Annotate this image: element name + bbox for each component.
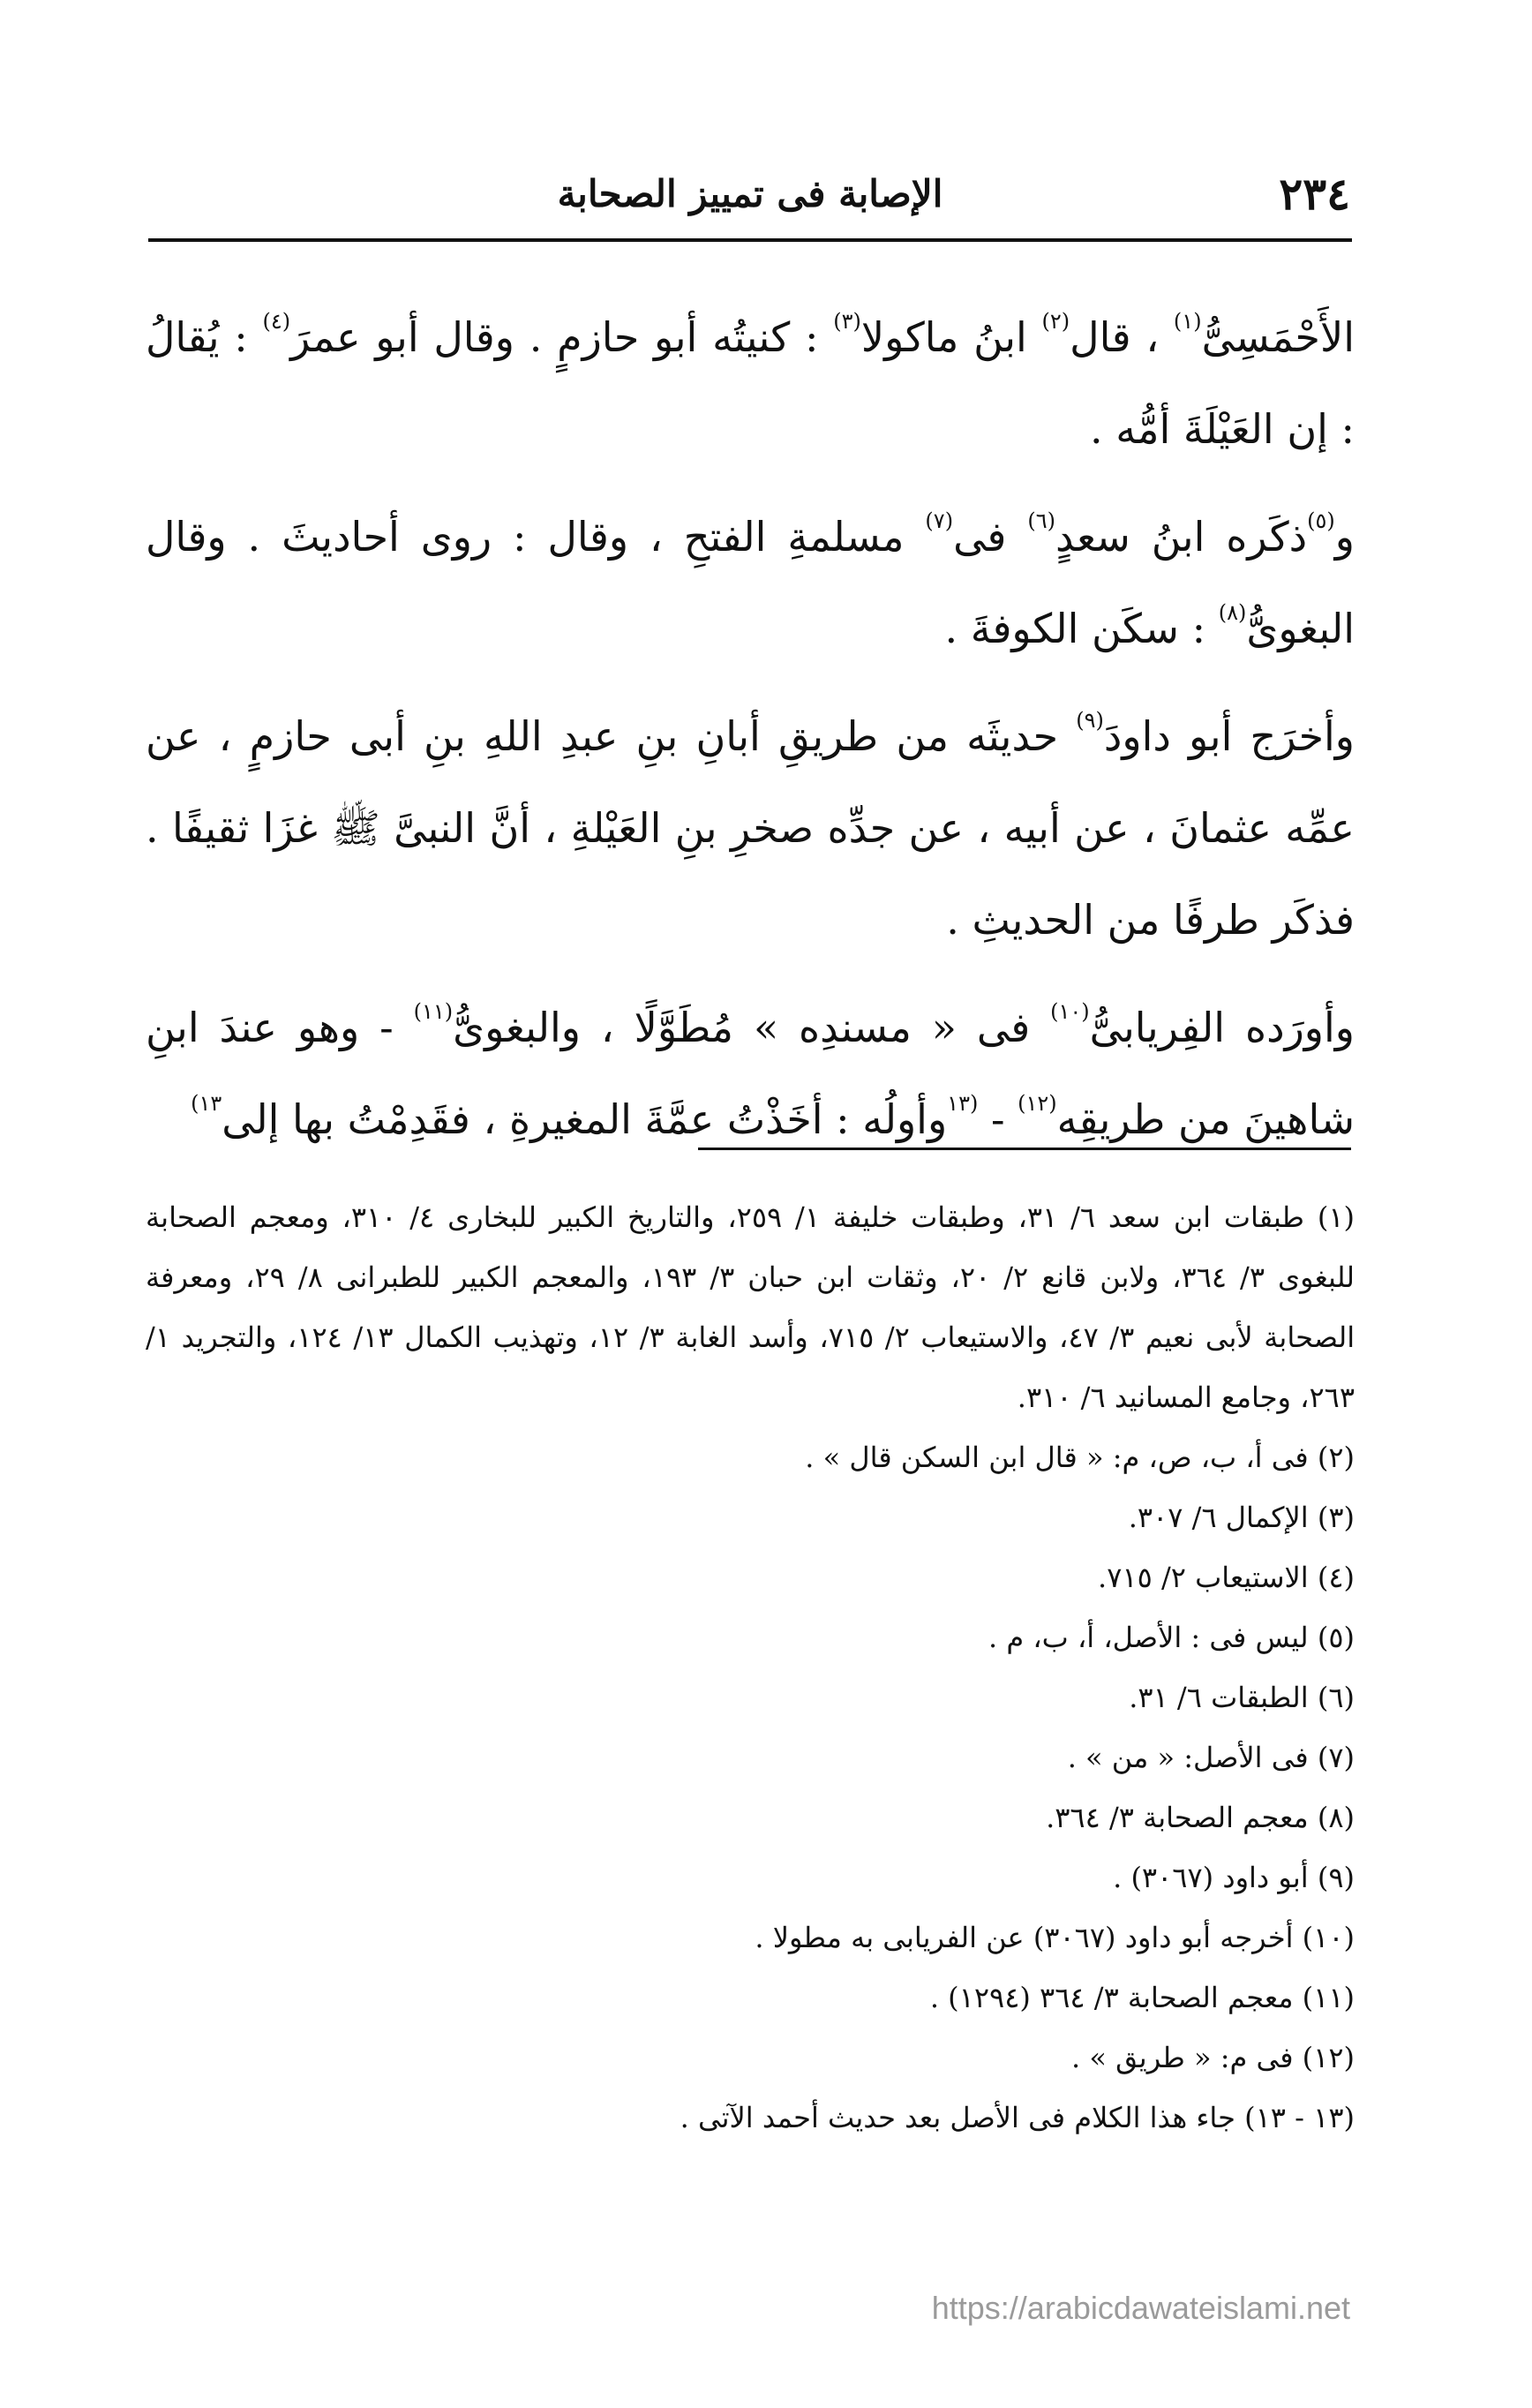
- footnote-marker: (١٠): [1050, 999, 1090, 1024]
- text-segment: -: [978, 1095, 1018, 1143]
- watermark-url: https://arabicdawateislami.net: [931, 2290, 1350, 2326]
- body-paragraph: [146, 491, 1355, 674]
- footnote-marker: (١): [1173, 309, 1202, 334]
- body-paragraph: [146, 690, 1355, 966]
- footnote-marker: (٧): [925, 508, 954, 533]
- footnote-marker: (٨): [1218, 600, 1247, 625]
- footnotes: [146, 1187, 1355, 2148]
- footnote-item: (١١) معجم الصحابة ٣/ ٣٦٤ (١٢٩٤) .: [929, 1981, 1355, 2014]
- text-segment: الأَحْمَسِىُّ: [1201, 313, 1355, 361]
- text-segment: : يُقالُ : إن العَيْلَةَ أمُّه .: [146, 313, 1355, 453]
- footnote-item: (١) طبقات ابن سعد ٦/ ٣١، وطبقات خليفة ١/ ٢٥٩، والتاريخ الكبير للبخارى ٤/ ٣١٠، ومعجم الصحابة للبغوى ٣/ ٣٦٤، ولابن قانع ٢/ ٢٠، وثقات ابن حبان ٣/ ١٩٣، والمعجم الكبير للطبرانى ٨/ ٢٩، ومعرفة الصحابة لأبى نعيم ٣/ ٤٧، والاستيعاب ٢/ ٧١٥، وأسد الغابة ٣/ ١٢، وتهذيب الكمال ١٣/ ١٢٤، والتجريد ١/ ٢٦٣، وجامع المسانيد ٦/ ٣١٠.: [146, 1200, 1356, 1414]
- footnote-marker: (٦): [1027, 508, 1055, 533]
- footnote-item: (٣) الإكمال ٦/ ٣٠٧.: [1128, 1501, 1355, 1534]
- text-segment: وأخرَج أبو داودَ: [1103, 712, 1356, 760]
- footnote-item: (٩) أبو داود (٣٠٦٧) .: [1113, 1861, 1355, 1894]
- footnote-marker: (٣): [833, 309, 861, 334]
- text-segment: و: [1334, 513, 1355, 561]
- footnote-item: (٧) فى الأصل: « من » .: [1067, 1741, 1355, 1774]
- text-segment: : سكَن الكوفةَ .: [944, 605, 1219, 652]
- footnote-marker: (١٣: [947, 1091, 979, 1116]
- footnote-marker: (١٢): [1018, 1091, 1057, 1116]
- running-title: الإصابة فى تمييز الصحابة: [557, 172, 943, 215]
- text-segment: فى: [953, 513, 1028, 561]
- main-text: [146, 291, 1355, 1181]
- text-segment: حديثَه من طريقِ أبانِ بنِ عبدِ اللهِ بنِ أبى حازمٍ ، عن عمِّه عثمانَ ، عن أبيه ، عن جدِّه صخرِ بنِ العَيْلةِ ، أنَّ النبىَّ ﷺ غزَا ثقيفًا . فذكَر طرفًا من الحديثِ .: [146, 712, 1355, 944]
- text-segment: مسلمةِ الفتحِ ، وقال : روى أحاديثَ . وقال البغوىُّ: [146, 513, 1355, 652]
- footnote-item: (٨) معجم الصحابة ٣/ ٣٦٤.: [1046, 1801, 1355, 1834]
- text-segment: وأولُه : أخَذْتُ عمَّةَ المغيرةِ ، فقَدِمْتُ بها إلى: [222, 1095, 948, 1143]
- text-segment: ذكَره ابنُ سعدٍ: [1055, 513, 1308, 561]
- footnote-rule: [698, 1148, 1351, 1150]
- footnote-item: (٤) الاستيعاب ٢/ ٧١٥.: [1098, 1561, 1355, 1594]
- text-segment: ابنُ ماكولا: [860, 313, 1042, 361]
- text-segment: : كنيتُه أبو حازمٍ . وقال أبو عمرَ: [290, 313, 834, 361]
- footnote-marker: (١١): [413, 999, 454, 1024]
- body-paragraph: [146, 982, 1355, 1165]
- footnote-item: (٥) ليس فى : الأصل، أ، ب، م .: [988, 1621, 1355, 1654]
- body-paragraph: [146, 291, 1355, 475]
- footnote-marker: ١٣): [191, 1091, 222, 1116]
- footnote-marker: (٤): [262, 309, 291, 334]
- page-number: ٢٣٤: [1279, 168, 1350, 220]
- footnote-item: (٦) الطبقات ٦/ ٣١.: [1129, 1681, 1355, 1714]
- text-segment: فى « مسندِه » مُطَوَّلًا ، والبغوىُّ: [453, 1004, 1051, 1051]
- text-segment: ، قال: [1070, 313, 1174, 361]
- page-header: [150, 163, 1350, 225]
- header-rule: [148, 238, 1352, 242]
- text-segment: - وهو عندَ ابنِ شاهينَ من طريقِه: [146, 1004, 1355, 1143]
- text-segment: وأورَده الفِريابىُّ: [1089, 1004, 1356, 1051]
- footnote-item: (١٣ - ١٣) جاء هذا الكلام فى الأصل بعد حديث أحمد الآتى .: [680, 2101, 1355, 2134]
- footnote-marker: (٩): [1076, 708, 1104, 733]
- footnote-marker: (٢): [1041, 309, 1070, 334]
- footnote-item: (١٠) أخرجه أبو داود (٣٠٦٧) عن الفريابى به مطولا .: [755, 1921, 1355, 1954]
- footnote-item: (١٢) فى م: « طريق » .: [1071, 2041, 1355, 2074]
- footnote-item: (٢) فى أ، ب، ص، م: « قال ابن السكن قال » .: [805, 1441, 1355, 1474]
- footnote-marker: (٥): [1307, 508, 1335, 533]
